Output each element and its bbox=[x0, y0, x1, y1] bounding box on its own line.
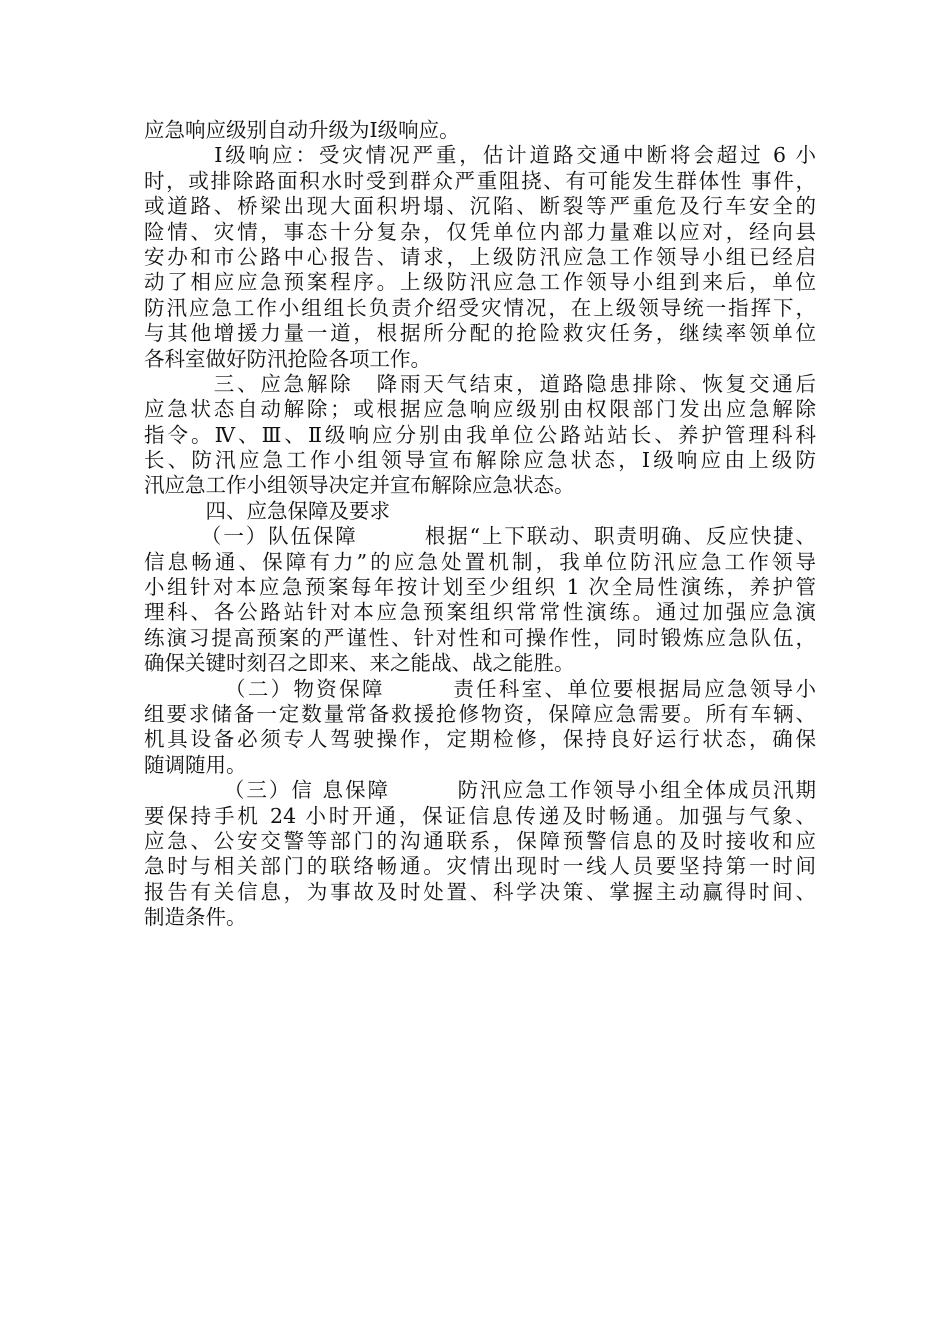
text-line: 小组针对本应急预案每年按计划至少组织 1 次全局性演练，养护管 bbox=[144, 575, 816, 600]
text-line: （一）队伍保障 根据“上下联动、职责明确、反应快捷、 bbox=[144, 524, 816, 549]
text-line: 安办和市公路中心报告、请求，上级防汛应急工作领导小组已经启 bbox=[144, 244, 816, 269]
text-line: 应急状态自动解除；或根据应急响应级别由权限部门发出应急解除 bbox=[144, 397, 816, 422]
text-line: 组要求储备一定数量常备救援抢修物资，保障应急需要。所有车辆、 bbox=[144, 701, 816, 726]
text-line: 汛应急工作小组领导决定并宣布解除应急状态。 bbox=[144, 473, 575, 498]
text-line: 或道路、桥梁出现大面积坍塌、沉陷、断裂等严重危及行车安全的 bbox=[144, 194, 816, 219]
text-line: 机具设备必须专人驾驶操作，定期检修，保持良好运行状态，确保 bbox=[144, 727, 816, 752]
text-line: 动了相应应急预案程序。上级防汛应急工作领导小组到来后，单位 bbox=[144, 270, 816, 295]
text-line: 制造条件。 bbox=[144, 905, 247, 930]
text-line: 练演习提高预案的严谨性、针对性和可操作性，同时锻炼应急队伍， bbox=[144, 625, 816, 650]
text-line: Ⅰ级响应：受灾情况严重，估计道路交通中断将会超过 6 小 bbox=[144, 143, 816, 168]
text-line: 理科、各公路站针对本应急预案组织常常性演练。通过加强应急演 bbox=[144, 600, 816, 625]
text-line: 指令。Ⅳ、Ⅲ、Ⅱ级响应分别由我单位公路站站长、养护管理科科 bbox=[144, 422, 816, 447]
text-line: 三、应急解除 降雨天气结束，道路隐患排除、恢复交通后 bbox=[144, 371, 816, 396]
text-line: （二）物资保障 责任科室、单位要根据局应急领导小 bbox=[144, 676, 816, 701]
text-line: 防汛应急工作小组组长负责介绍受灾情况，在上级领导统一指挥下， bbox=[144, 295, 816, 320]
text-line: 应急、公安交警等部门的沟通联系，保障预警信息的及时接收和应 bbox=[144, 828, 816, 853]
text-line: 要保持手机 24 小时开通，保证信息传递及时畅通。加强与气象、 bbox=[144, 803, 816, 828]
text-line: 报告有关信息，为事故及时处置、科学决策、掌握主动赢得时间、 bbox=[144, 879, 816, 904]
text-line: （三）信 息保障 防汛应急工作领导小组全体成员汛期 bbox=[144, 778, 816, 803]
text-line: 险情、灾情，事态十分复杂，仅凭单位内部力量难以应对，经向县 bbox=[144, 219, 816, 244]
text-line: 应急响应级别自动升级为Ⅰ级响应。 bbox=[144, 118, 460, 142]
document-body bbox=[144, 118, 816, 931]
text-line: 确保关键时刻召之即来、来之能战、战之能胜。 bbox=[144, 651, 575, 676]
text-line: 与其他增援力量一道，根据所分配的抢险救灾任务，继续率领单位 bbox=[144, 321, 816, 346]
text-line: 各科室做好防汛抢险各项工作。 bbox=[144, 346, 431, 371]
text-line: 信息畅通、保障有力”的应急处置机制，我单位防汛应急工作领导 bbox=[144, 549, 816, 574]
text-line: 急时与相关部门的联络畅通。灾情出现时一线人员要坚持第一时间 bbox=[144, 854, 816, 879]
text-line: 长、防汛应急工作小组领导宣布解除应急状态，Ⅰ级响应由上级防 bbox=[144, 448, 816, 473]
text-line: 时，或排除路面积水时受到群众严重阻挠、有可能发生群体性 事件， bbox=[144, 168, 816, 193]
text-line: 随调随用。 bbox=[144, 752, 247, 777]
text-line: 四、应急保障及要求 bbox=[144, 498, 390, 523]
